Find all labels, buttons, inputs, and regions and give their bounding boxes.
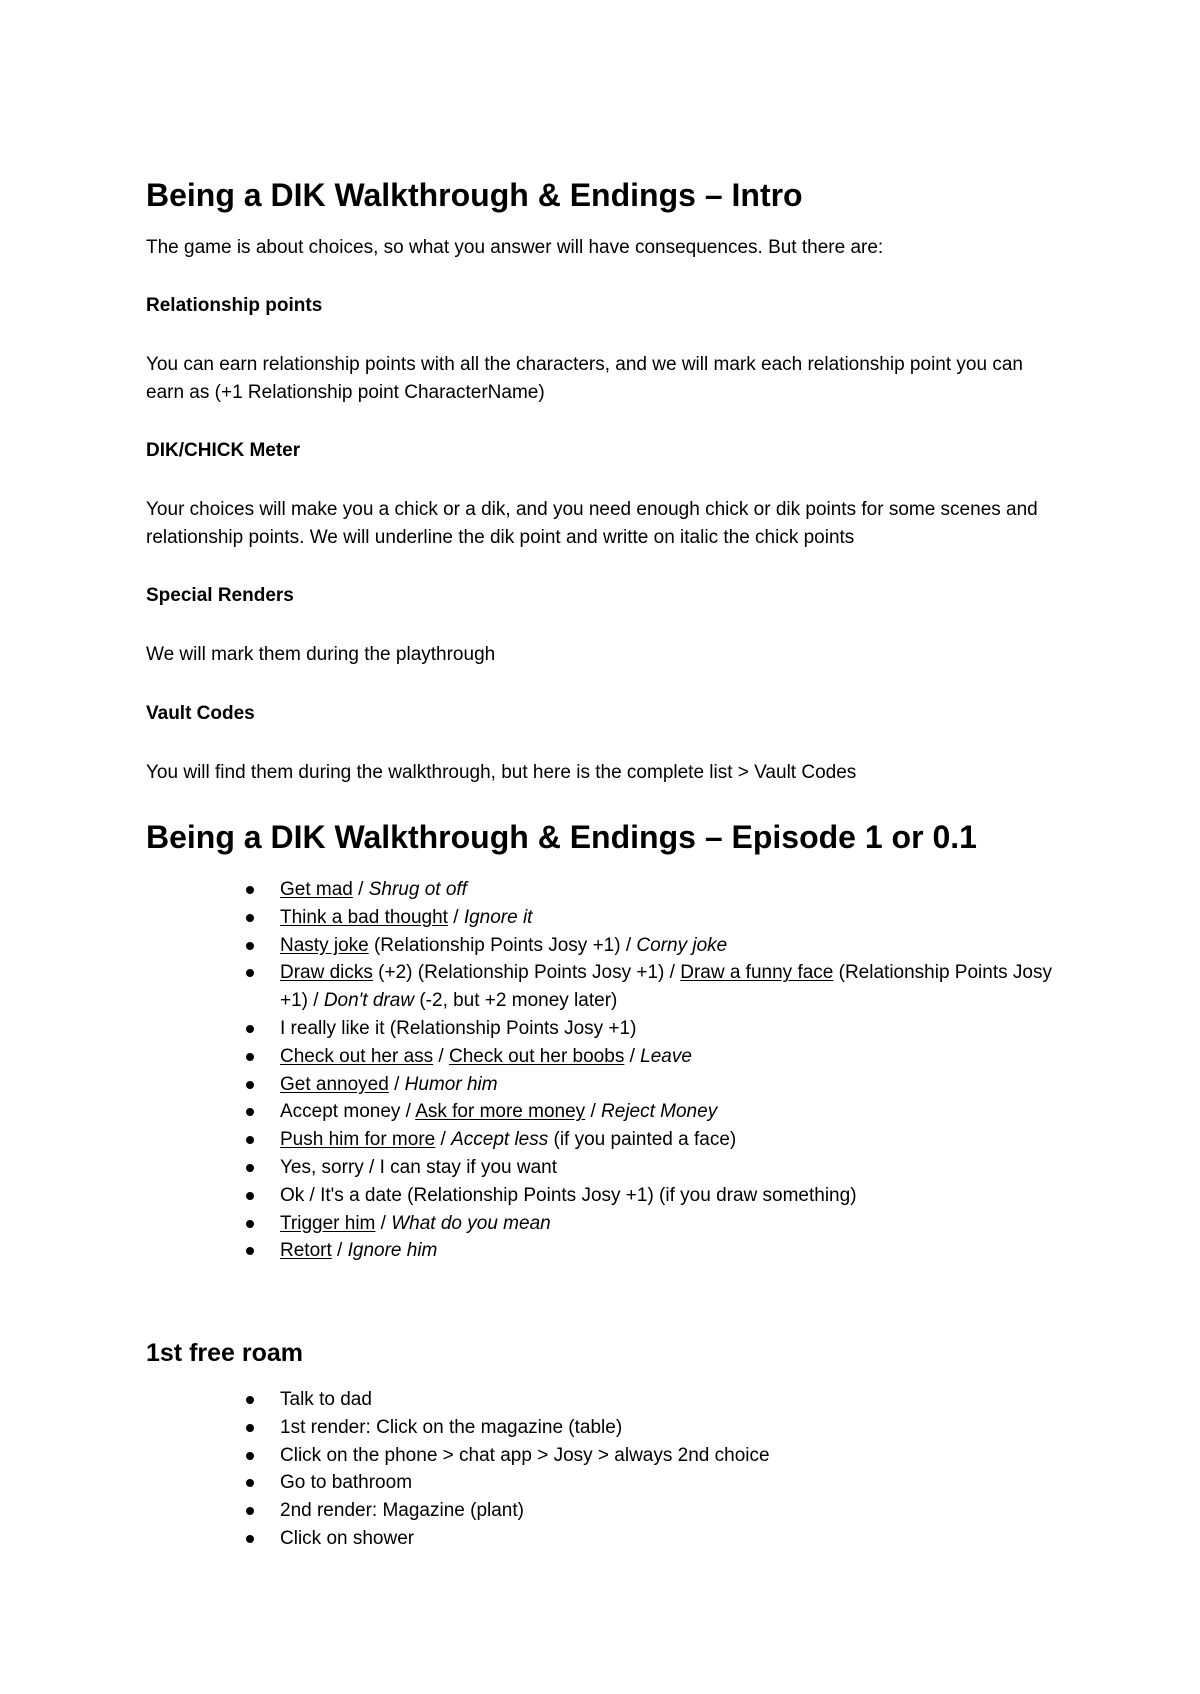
chick-choice: Ignore it — [463, 906, 533, 928]
chick-choice: Leave — [640, 1045, 692, 1067]
dik-choice: Draw a funny face — [680, 962, 834, 984]
choice-text: / — [585, 1101, 602, 1123]
choice-item — [146, 1182, 1066, 1210]
choice-text: / — [352, 879, 369, 900]
choice-text: / — [433, 1045, 449, 1067]
choice-item — [146, 904, 1066, 932]
relationship-points-heading: Relationship points — [146, 295, 323, 316]
chick-choice: What do you mean — [391, 1212, 551, 1234]
dik-choice: Push him for more — [280, 1129, 436, 1151]
choice-text: (-2, but +2 money later) — [414, 990, 618, 1012]
dik-choice: Retort — [280, 1240, 332, 1262]
choice-item — [146, 932, 1066, 960]
special-renders-heading: Special Renders — [146, 585, 294, 606]
choice-text: / — [331, 1240, 348, 1262]
special-renders-text: We will mark them during the playthrough — [146, 644, 496, 665]
choice-item — [146, 1154, 1066, 1182]
choice-item — [146, 1237, 1066, 1265]
choice-text: Yes, sorry / I can stay if you want — [280, 1156, 558, 1178]
choice-text: / — [435, 1129, 452, 1151]
dik-choice: Ask for more money — [415, 1101, 586, 1123]
choice-text: / — [388, 1073, 405, 1095]
chick-choice: Humor him — [404, 1073, 498, 1095]
choice-item — [146, 1071, 1066, 1099]
choice-item — [146, 1098, 1066, 1126]
dik-chick-meter-heading: DIK/CHICK Meter — [146, 440, 301, 461]
choice-item — [146, 876, 1066, 904]
vault-codes-heading: Vault Codes — [146, 703, 255, 724]
dik-choice: Check out her boobs — [448, 1045, 625, 1067]
chick-choice: Reject Money — [601, 1101, 718, 1123]
free-roam-step: Click on the phone > chat app > Josy > always 2nd choice — [146, 1442, 1066, 1470]
choice-text: (if you painted a face) — [548, 1129, 737, 1151]
dik-choice: Think a bad thought — [280, 906, 448, 928]
chick-choice: Don't draw — [323, 990, 415, 1012]
choice-text: (Relationship Points Josy +1) / — [368, 934, 637, 956]
dik-choice: Nasty joke — [280, 934, 369, 956]
relationship-points-text: You can earn relationship points with all the characters, and we will mark each relationship point you can earn as (+1 Relationship point CharacterName) — [146, 354, 1023, 403]
dik-choice: Check out her ass — [280, 1045, 434, 1067]
episode1-choices-list — [146, 876, 1066, 1265]
choice-item — [146, 1015, 1066, 1043]
free-roam-title: 1st free roam — [146, 1339, 304, 1367]
choice-text: Ok / It's a date (Relationship Points Josy +1) (if you draw something) — [280, 1184, 857, 1206]
choice-text: / — [447, 906, 464, 928]
chick-choice: Corny joke — [636, 934, 728, 956]
free-roam-step: Click on shower — [146, 1525, 1066, 1553]
dik-choice: Trigger him — [280, 1212, 376, 1234]
vault-codes-text: You will find them during the walkthrough, but here is the complete list > Vault Codes — [146, 762, 857, 783]
choice-text: (Relationship Points Josy +1) / — [280, 962, 1052, 1012]
dik-choice: Get mad — [280, 879, 353, 900]
choice-item — [146, 959, 1066, 1015]
intro-lead: The game is about choices, so what you answer will have consequences. But there are: — [146, 237, 884, 258]
free-roam-steps-list — [146, 1386, 1066, 1553]
choice-text: (+2) (Relationship Points Josy +1) / — [372, 962, 681, 984]
free-roam-step: 2nd render: Magazine (plant) — [146, 1497, 1066, 1525]
choice-text: / — [624, 1045, 641, 1067]
dik-chick-meter-text: Your choices will make you a chick or a dik, and you need enough chick or dik points for some scenes and relationship points. We will underline the dik point and writte on italic the chick points — [146, 499, 1038, 548]
choice-item — [146, 1210, 1066, 1238]
free-roam-step: 1st render: Click on the magazine (table) — [146, 1414, 1066, 1442]
choice-text: Accept money / — [280, 1101, 416, 1123]
dik-choice: Get annoyed — [280, 1073, 389, 1095]
choice-text: I really like it (Relationship Points Josy +1) — [280, 1017, 637, 1039]
episode1-title: Being a DIK Walkthrough & Endings – Episode 1 or 0.1 — [146, 819, 977, 855]
choice-text: / — [375, 1212, 392, 1234]
dik-choice: Draw dicks — [280, 962, 373, 984]
chick-choice: Ignore him — [347, 1240, 438, 1262]
choice-item — [146, 1126, 1066, 1154]
choice-item — [146, 1043, 1066, 1071]
intro-title: Being a DIK Walkthrough & Endings – Intro — [146, 177, 803, 213]
free-roam-step: Go to bathroom — [146, 1469, 1066, 1497]
chick-choice: Accept less — [451, 1129, 549, 1151]
free-roam-step: Talk to dad — [146, 1386, 1066, 1414]
chick-choice: Shrug ot off — [368, 879, 467, 900]
